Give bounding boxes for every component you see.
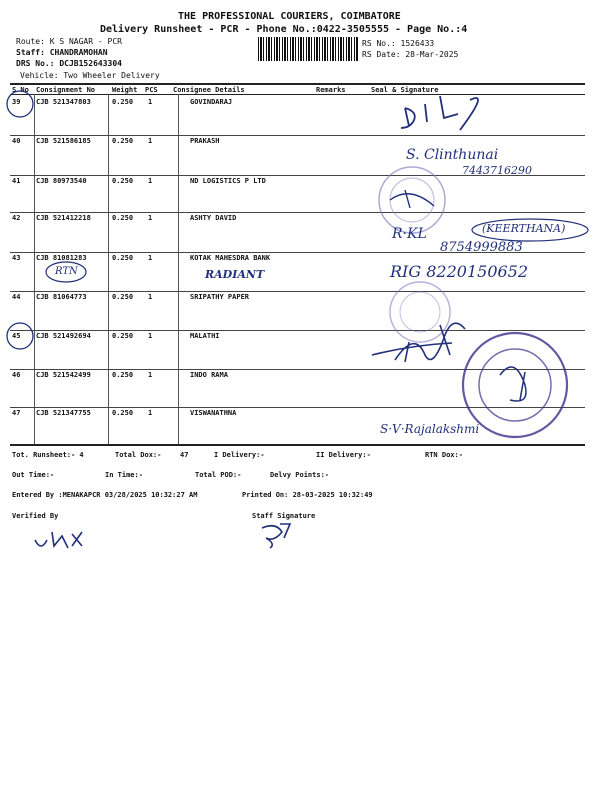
row-pcs: 1 [148,254,153,262]
handwritten-rtn: RTN [55,266,78,277]
row-pcs: 1 [148,137,153,145]
delvy-points: Delvy Points:- [270,471,330,479]
col-consignee: Consignee Details [173,86,245,94]
row-weight: 0.250 [112,254,134,262]
handwritten-phone: 7443716290 [462,164,532,177]
row-sno: 40 [12,137,21,145]
staff-signature-label: Staff Signature [252,512,316,520]
col-signature: Seal & Signature [371,86,439,94]
i-delivery: I Delivery:- [214,451,265,459]
row-pcs: 1 [148,409,153,417]
row-sno: 41 [12,177,21,185]
row-consignee: PRAKASH [190,137,220,145]
row-weight: 0.250 [112,98,134,106]
signature-stroke [401,96,478,130]
row-consignment-no: CJB 521412218 [36,214,91,222]
staff-label: Staff: CHANDRAMOHAN [16,48,108,57]
row-consignment-no: CJB 81081283 [36,254,87,262]
handwritten-signature: RIG 8220150652 [390,262,529,281]
handwritten-signature: S·V·Rajalakshmi [380,422,480,436]
row-consignment-no: CJB 521347755 [36,409,91,417]
row-consignment-no: CJB 81064773 [36,293,87,301]
row-sno: 42 [12,214,21,222]
tot-runsheet: Tot. Runsheet:- 4 [12,451,84,459]
stamp [390,178,434,222]
ii-delivery: II Delivery:- [316,451,371,459]
row-weight: 0.250 [112,137,134,145]
row-consignee: INDO RAMA [190,371,228,379]
report-title: THE PROFESSIONAL COURIERS, COIMBATORE [178,11,401,22]
total-pod: Total POD:- [195,471,242,479]
circle-mark [7,323,33,349]
staff-signature [262,524,290,548]
signature-stroke [500,367,526,401]
col-sno: S No [12,86,29,94]
row-consignee: SRIPATHY PAPER [190,293,250,301]
row-pcs: 1 [148,293,153,301]
row-consignment-no: CJB 521542499 [36,371,91,379]
row-pcs: 1 [148,371,153,379]
row-weight: 0.250 [112,371,134,379]
row-consignment-no: CJB 521347803 [36,98,91,106]
printed-on: Printed On: 28-03-2025 10:32:49 [242,491,373,499]
in-time: In Time:- [105,471,143,479]
row-consignment-no: CJB 521492694 [36,332,91,340]
handwritten-extra: (KEERTHANA) [482,222,566,235]
row-pcs: 1 [148,177,153,185]
row-sno: 43 [12,254,21,262]
row-weight: 0.250 [112,332,134,340]
row-sno: 39 [12,98,21,106]
drs-label: DRS No.: DCJB152643304 [16,59,122,68]
col-weight: Weight [112,86,138,94]
signature-stroke [390,190,434,208]
report-subtitle: Delivery Runsheet - PCR - Phone No.:0422-3505555 - Page No.:4 [100,24,468,35]
row-pcs: 1 [148,332,153,340]
row-consignee: MALATHI [190,332,220,340]
stamp [400,292,440,332]
row-sno: 44 [12,293,21,301]
stamp [379,167,445,233]
handwritten-phone: 8754999883 [440,240,523,255]
col-pcs: PCS [145,86,158,94]
row-pcs: 1 [148,214,153,222]
row-consignee: VISWANATHNA [190,409,237,417]
total-dox-value: 47 [180,451,189,459]
company-stamp [479,349,551,421]
stamp [390,282,450,342]
handwritten-name: R·KL [392,226,427,242]
route-label: Route: K S NAGAR - PCR [16,37,122,46]
row-weight: 0.250 [112,409,134,417]
row-weight: 0.250 [112,293,134,301]
row-consignee: GOVINDARAJ [190,98,233,106]
row-consignment-no: CJB 521586185 [36,137,91,145]
row-consignee: ASHTY DAVID [190,214,237,222]
row-weight: 0.250 [112,177,134,185]
col-remarks: Remarks [316,86,346,94]
handwritten-name: S. Clinthunai [406,147,499,163]
vehicle-label: Vehicle: Two Wheeler Delivery [20,71,160,80]
rtn-dox: RTN Dox:- [425,451,463,459]
row-sno: 46 [12,371,21,379]
row-consignment-no: CJB 80973540 [36,177,87,185]
handwritten-radiant: RADIANT [205,268,265,281]
rs-date: RS Date: 28-Mar-2025 [362,50,459,59]
out-time: Out Time:- [12,471,55,479]
total-dox-label: Total Dox:- [115,451,162,459]
row-weight: 0.250 [112,214,134,222]
row-pcs: 1 [148,98,153,106]
circle-mark [7,91,33,117]
entered-by: Entered By :MENAKAPCR 03/28/2025 10:32:27 AM [12,491,198,499]
row-consignee: KOTAK MAHESDRA BANK [190,254,271,262]
row-sno: 47 [12,409,21,417]
verified-by: Verified By [12,512,59,520]
row-sno: 45 [12,332,21,340]
rs-number: RS No.: 1526433 [362,39,435,48]
col-consignment: Consignment No [36,86,96,94]
verified-signature [35,532,82,548]
row-consignee: ND LOGISTICS P LTD [190,177,266,185]
